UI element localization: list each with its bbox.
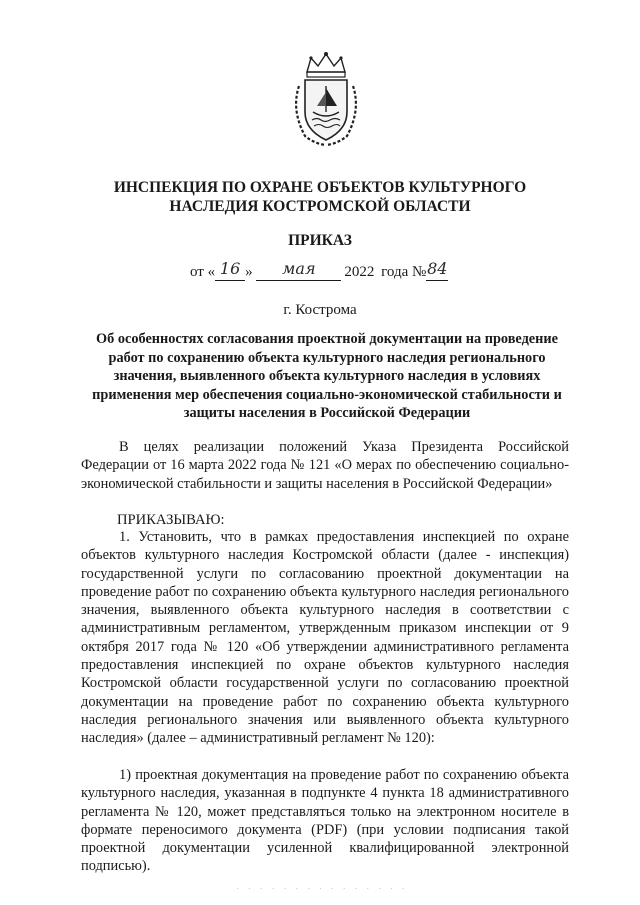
- item-1-1-text: 1) проектная документация на проведение работ по сохранению объекта культурного наследия, указанная в подпункте 4 пункта 18 административного регламента № 120, может представляться только на электронном носителе в формате переносимого документа (PDF) (при условии подписания такой проектной документации усиленной квалифицированной электронной подписью).: [81, 767, 569, 875]
- date-month: мая: [282, 259, 316, 278]
- item-1-text: 1. Установить, что в рамках предоставления инспекцией по охране объектов культурного наследия Костромской области (далее - инспекция) государственной услуги по согласованию проектной документации на проведение работ по сохранению объекта культурного наследия регионального значения, выявленного объекта культурного наследия в соответствии с административным регламентом, утвержденным приказом инспекции от 9 октября 2017 года № 120 «Об утверждении административного регламента предоставления инспекцией по охране объектов культурного наследия Костромской области государственной услуги по согласованию проектной документации на проведение работ по сохранению объекта культурного наследия регионального значения или выявленного объекта культурного наследия» (далее – административный регламент № 120):: [81, 529, 569, 747]
- date-day: 16: [219, 259, 241, 278]
- date-day-field: [215, 259, 245, 281]
- item-1-1-paragraph: [81, 766, 569, 876]
- city: г. Кострома: [283, 302, 357, 318]
- org-line-2: НАСЛЕДИЯ КОСТРОМСКОЙ ОБЛАСТИ: [169, 198, 471, 215]
- item-1-paragraph: [81, 528, 569, 748]
- decree-word: ПРИКАЗЫВАЮ:: [117, 512, 225, 528]
- order-date-line: [190, 259, 448, 281]
- org-line-1: ИНСПЕКЦИЯ ПО ОХРАНЕ ОБЪЕКТОВ КУЛЬТУРНОГО: [113, 179, 527, 196]
- organization-name: [0, 178, 640, 216]
- scan-artifact: · · · · · · · · · · · · · · ·: [236, 884, 408, 895]
- date-month-field: [256, 259, 341, 281]
- date-mid: »: [245, 264, 253, 280]
- order-subject: Об особенностях согласования проектной документации на проведение работ по сохранению объекта культурного наследия регионального значения, выявленного объекта культурного наследия в условиях применения мер обеспечения социально-экономической стабильности и защиты населения в Российской Федерации: [92, 331, 562, 421]
- date-year: 2022: [344, 264, 375, 280]
- preamble-paragraph: [81, 438, 569, 493]
- date-year-suffix: года №: [381, 264, 427, 280]
- order-number-field: [426, 259, 448, 281]
- order-number: 84: [427, 259, 448, 278]
- date-prefix: от «: [190, 264, 216, 280]
- document-type: ПРИКАЗ: [288, 232, 352, 249]
- preamble-text: В целях реализации положений Указа Президента Российской Федерации от 16 марта 2022 года № 121 «О мерах по обеспечению социально-экономической стабильности и защиты населения в Российской Федерации»: [81, 439, 569, 492]
- coat-of-arms-emblem: [285, 50, 367, 148]
